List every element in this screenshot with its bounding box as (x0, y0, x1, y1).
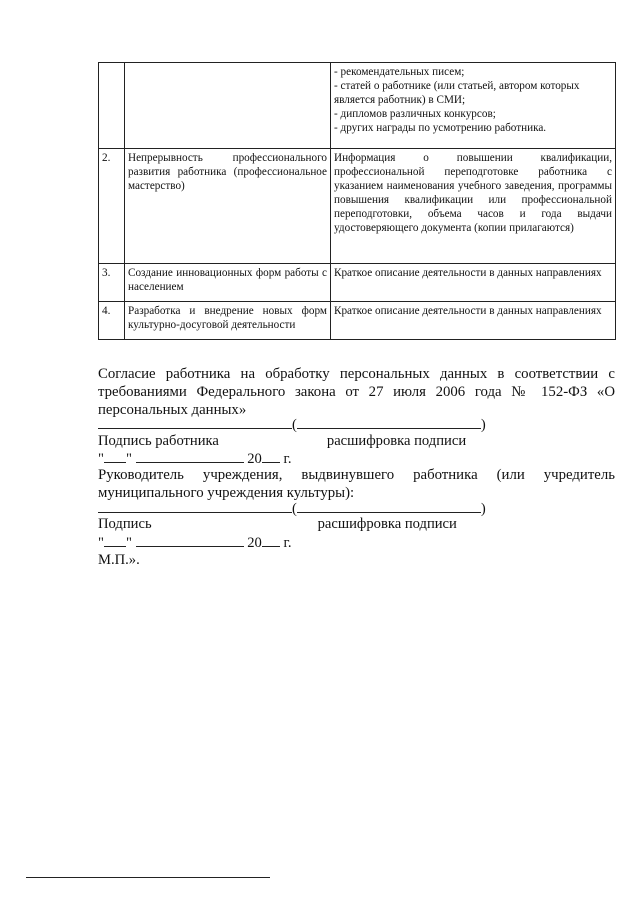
table-row (99, 149, 616, 264)
stamp-label: М.П.». (98, 552, 140, 568)
criterion-cell: Создание инновационных форм работы с населением (125, 264, 331, 302)
date-line: " " 20 г. (98, 451, 292, 467)
decoding-label: расшифровка подписи (326, 433, 467, 449)
criterion-cell: Разработка и внедрение новых форм культурно-досуговой деятельности (125, 302, 331, 340)
date-line: " " 20 г. (98, 535, 292, 551)
list-item: - статей о работнике (или статьей, автором которых является работник) в СМИ; (334, 80, 580, 106)
row-number-cell: 4. (99, 302, 125, 340)
row-number-cell: 3. (99, 264, 125, 302)
employee-signature-line: ( ) (98, 415, 486, 434)
criterion-cell: Непрерывность профессионального развития работника (профессиональное мастерство) (125, 149, 331, 264)
evidence-cell: Информация о повышении квалификации, профессиональной переподготовке работника с указанием наименования учебного заведения, программы повышения квалификации или профессиональной переподготовки, объема часов и года выдачи удостоверяющего документа (копии прилагаются) (331, 149, 616, 264)
head-signature-label: Подпись (98, 516, 152, 532)
footnote-divider (26, 877, 270, 878)
table-row (99, 302, 616, 340)
head-signature-labels (98, 515, 457, 533)
criterion-cell (125, 63, 331, 149)
consent-paragraph: Согласие работника на обработку персональных данных в соответствии с требованиями Федерального закона от 27 июля 2006 года № 152-ФЗ «О персональных данных» (98, 366, 615, 418)
head-signature-line: ( ) (98, 499, 486, 518)
table-row (99, 63, 616, 149)
list-item: - дипломов различных конкурсов; (334, 108, 496, 120)
row-number-cell (99, 63, 125, 149)
head-paragraph: Руководитель учреждения, выдвинувшего работника (или учредитель муниципального учреждения культуры): (98, 467, 615, 501)
decoding-label: расшифровка подписи (317, 516, 457, 532)
table-row (99, 264, 616, 302)
employee-signature-label: Подпись работника (98, 433, 219, 449)
list-item: - других награды по усмотрению работника. (334, 122, 547, 134)
criteria-table (98, 62, 616, 340)
evidence-cell (331, 63, 616, 149)
row-number-cell: 2. (99, 149, 125, 264)
evidence-cell: Краткое описание деятельности в данных направлениях (331, 302, 616, 340)
evidence-cell: Краткое описание деятельности в данных направлениях (331, 264, 616, 302)
list-item: - рекомендательных писем; (334, 66, 465, 78)
employee-signature-labels (98, 432, 466, 450)
